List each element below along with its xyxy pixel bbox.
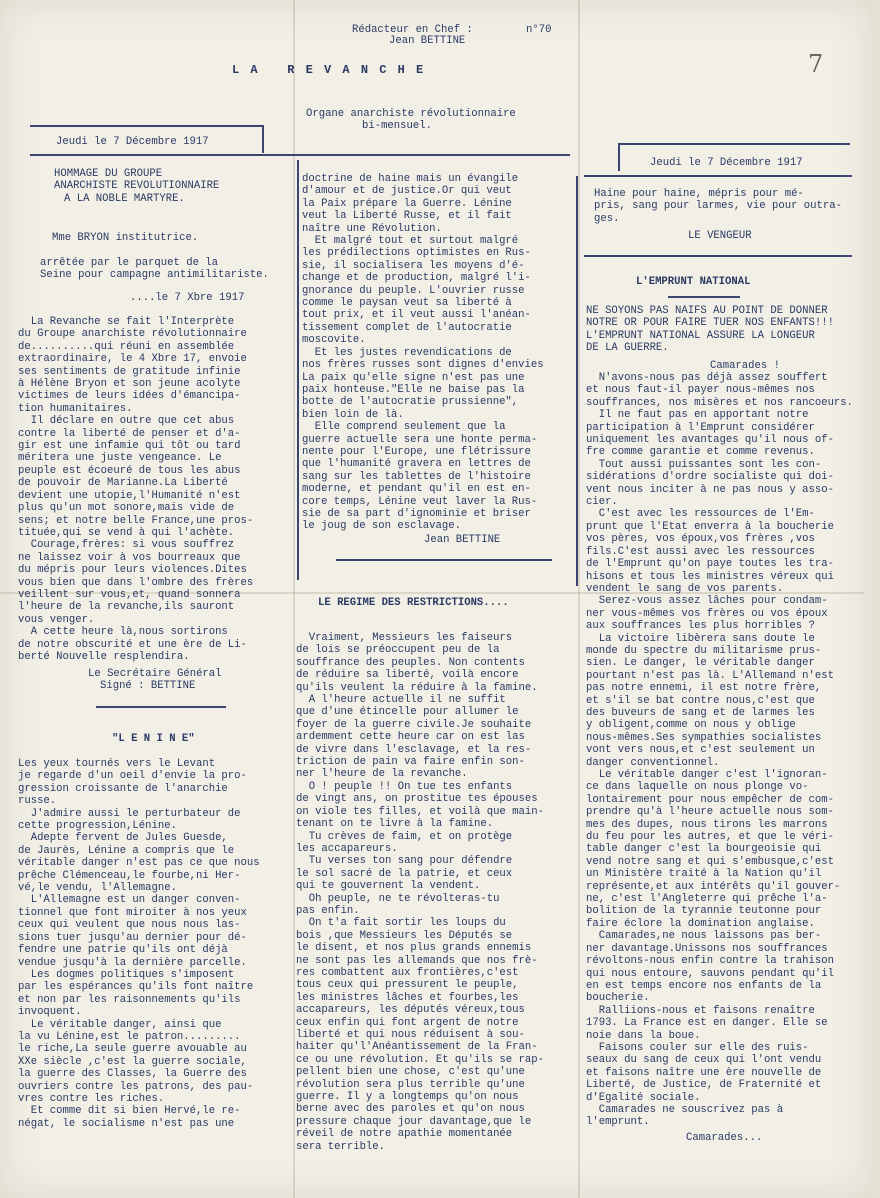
section-divider-col3 (584, 255, 852, 257)
regime-line: révolution sera plus terrible qu'une (296, 1078, 525, 1091)
regime-line: accapareurs, les députés véreux,tous (296, 1004, 525, 1017)
col2-line: tissement complet de l'autocratie (302, 321, 512, 334)
emprunt-line: ner davantage.Unissons nos souffrances (586, 942, 828, 955)
regime-title: LE REGIME DES RESTRICTIONS.... (318, 597, 509, 609)
emprunt-line: noie dans la boue. (586, 1029, 701, 1042)
body-line: l'heure de la revanche,ils sauront (18, 601, 235, 614)
lenine-line: je regarde d'un oeil d'envie la pro- (18, 770, 247, 783)
lenine-line: fendre une patrie qu'ils ont déjà (18, 944, 228, 957)
emprunt-line: vont vers nous,et c'est seulement un (586, 744, 815, 757)
hommage-heading (54, 168, 219, 205)
lenine-line: Et comme dit si bien Hervé,le re- (18, 1105, 241, 1118)
lenine-line: invoquent. (18, 1006, 82, 1019)
emprunt-line: bolition de la tyrannie teutonne pour (586, 905, 822, 918)
regime-line: ne sont pas les allemands que nos frè- (296, 954, 538, 967)
emprunt-line: Le véritable danger c'est l'ignoran- (586, 769, 828, 781)
lenine-line: ceux qui veulent que nous nous las- (18, 919, 241, 932)
body-line: sens; et notre belle France,une pros- (18, 514, 254, 527)
col2-line: nos frères russes sont dignes d'envies (302, 359, 544, 372)
col2-line: que l'humanité gravera en lettres de (302, 458, 531, 471)
emprunt-salutation: Camarades ! (710, 360, 780, 372)
header-bottom-rule-right (584, 175, 852, 177)
regime-line: le sol sacré de la patrie, et ceux (296, 867, 513, 880)
emprunt-line: ce dans laquelle on nous plonge vo- (586, 781, 809, 794)
regime-line: Tu crèves de faim, et on protège (296, 830, 513, 843)
regime-line: ner l'heure de la revanche. (296, 768, 468, 781)
date-box-left-side-rule (262, 125, 264, 153)
emprunt-closing: Camarades... (686, 1132, 763, 1144)
body-line: gir est une infamie qui tôt ou tard (18, 440, 241, 453)
emprunt-line: vos pères, vos époux,vos frères ,vos (586, 533, 815, 546)
col2-line: La paix qu'elle signe n'est pas une (302, 371, 525, 384)
body-line: ne laissez voir à vos bourreaux que (18, 551, 241, 564)
lead-line: DE LA GUERRE. (586, 342, 669, 355)
col2-line: moderne, et pendant qu'il en est en- (302, 483, 531, 496)
column-divider-2 (576, 176, 578, 586)
hommage-body (18, 316, 253, 663)
regime-line: qu'ils veulent la réduire à la famine. (296, 681, 538, 694)
body-line: La Revanche se fait l'Interprète (18, 316, 235, 328)
emprunt-line: révoltons-nous enfin contre la trahison (586, 955, 834, 968)
col3-top-line: Haine pour haine, mépris pour mé- (594, 188, 804, 200)
col2-line: naître une Révolution. (302, 222, 442, 235)
vengeur-author: LE VENGEUR (688, 230, 752, 242)
arrest-note (40, 257, 269, 282)
emprunt-line: Il ne faut pas en apportant notre (586, 409, 809, 422)
regime-line: triction de pain va faire enfin son- (296, 756, 525, 769)
lenine-line: prêche Clémenceau,le fourbe,ni Her- (18, 869, 241, 882)
col2-line: moscovite. (302, 334, 366, 347)
emprunt-lead (586, 305, 834, 355)
body-line: victimes de leurs idées d'émancipa- (18, 390, 241, 403)
section-divider-col2 (336, 559, 552, 561)
regime-line: de lois se préoccupent peu de la (296, 644, 500, 657)
body-line: de notre obscurité et une ère de Li- (18, 638, 247, 651)
lenine-line: véritable danger n'est pas ce que nous (18, 857, 260, 870)
col2-line: sang sur les tablettes de l'histoire (302, 470, 531, 483)
regime-line: ceux enfin qui font argent de notre (296, 1016, 519, 1029)
emprunt-line: 1793. La France est en danger. Elle se (586, 1017, 828, 1030)
regime-line: pellent bien une chose, c'est qu'une (296, 1066, 525, 1079)
arrest-line: arrêtée par le parquet de la (40, 257, 219, 269)
emprunt-line: mes des dupes, nous tirons les marrons (586, 818, 828, 831)
lenine-body (18, 758, 260, 1130)
emprunt-line: Liberté, de Justice, de Fraternité et (586, 1079, 822, 1092)
body-line: du mépris pour leurs violences.Dites (18, 564, 247, 577)
lead-line: NE SOYONS PAS NAIFS AU POINT DE DONNER (586, 305, 828, 317)
fold-line-vertical-right (578, 0, 580, 1198)
emprunt-line: de l'Emprunt qu'on paye toutes les tra- (586, 558, 834, 571)
lenine-line: cette progression,Lénine. (18, 820, 177, 833)
lenine-line: vres contre les riches. (18, 1092, 165, 1105)
lenine-author: Jean BETTINE (424, 534, 501, 546)
col2-line: guerre actuelle sera une honte perma- (302, 433, 538, 446)
emprunt-line: monde du spectre du militarisme prus- (586, 644, 822, 657)
emprunt-line: ner vous-mêmes vos frères ou vos époux (586, 607, 828, 620)
regime-line: A l'heure actuelle il ne suffit (296, 694, 506, 707)
lenine-line: Le véritable danger, ainsi que (18, 1018, 222, 1031)
lenine-line: XXe siècle ,c'est la guerre sociale, (18, 1055, 247, 1068)
body-line: à Hélène Bryon et son jeune acolyte (18, 378, 241, 391)
body-line: de..........qui réuni en assemblée (18, 340, 235, 353)
fold-line-vertical-left (293, 0, 295, 1198)
emprunt-line: Camarades,ne nous laissons pas ber- (586, 930, 822, 943)
body-line: extraordinaire, le 4 Xbre 17, envoie (18, 353, 247, 366)
emprunt-line: pas notre ennemi, il est notre frère, (586, 682, 822, 695)
emprunt-line: un Ministère traité à la Nation qu'il (586, 868, 822, 881)
col2-line: gnorance du peuple. L'ouvrier russe (302, 284, 525, 297)
lead-line: NOTRE OR POUR FAIRE TUER NOS ENFANTS!!! (586, 317, 834, 330)
regime-line: les accapareurs. (296, 842, 398, 855)
regime-line: que d'une étincelle pour allumer le (296, 706, 519, 719)
regime-line: sera terrible. (296, 1140, 386, 1153)
emprunt-line: prendre qu'à l'heure actuelle nous som- (586, 806, 834, 819)
emprunt-line: pourtant n'est pas là. L'Allemand n'est (586, 669, 834, 682)
regime-line: Tu verses ton sang pour défendre (296, 855, 513, 868)
hommage-signature (88, 668, 222, 693)
lenine-line: la vu Lénine,est le patron......... (18, 1030, 241, 1043)
emprunt-line: table danger c'est la bourgeoisie qui (586, 843, 822, 856)
regime-line: res combattent aux frontières,c'est (296, 966, 519, 979)
emprunt-line: vend notre sang et qui s'embusque,c'est (586, 855, 834, 868)
emprunt-line: en est temps encore nos enfants de la (586, 979, 822, 992)
col2-line: core temps, Lénine veut laver la Rus- (302, 495, 538, 508)
emprunt-line: sidérations d'ordre socialiste qui doi- (586, 471, 834, 484)
col2-line: d'amour et de justice.Or qui veut (302, 185, 512, 198)
body-line: A cette heure là,nous sortirons (18, 626, 228, 639)
body-line: ses sentiments de gratitude infinie (18, 365, 241, 378)
regime-line: On t'a fait sortir les loups du (296, 917, 506, 930)
arrest-line: Seine pour campagne antimilitariste. (40, 269, 269, 282)
body-line: peuple est écoeuré de tous les abus (18, 464, 241, 477)
emprunt-line: vendent le sang de vos parents. (586, 582, 784, 595)
regime-line: bois ,que Messieurs les Députés se (296, 929, 513, 942)
date-box-left-top-rule (30, 125, 264, 127)
lenine-line: tionnel que font miroiter à nos yeux (18, 906, 247, 919)
editor-name: Jean BETTINE (389, 35, 466, 47)
emprunt-line: d'Egalité sociale. (586, 1091, 701, 1104)
col2-line: le joug de son esclavage. (302, 520, 461, 533)
emprunt-line: sien. Le danger, le véritable danger (586, 657, 815, 670)
lenine-continued (302, 173, 544, 533)
regime-line: foyer de la guerre civile.Je souhaite (296, 718, 532, 731)
emprunt-line: l'emprunt. (586, 1116, 650, 1129)
col2-line: veut la Liberté Russe, et il fait (302, 210, 512, 223)
emprunt-line: Ralliions-nous et faisons renaître (586, 1004, 815, 1017)
col2-line: Et malgré tout et surtout malgré (302, 235, 519, 248)
lenine-line: de Jaurès, Lénine a compris que le (18, 844, 235, 857)
regime-line: Oh peuple, ne te révolteras-tu (296, 892, 500, 905)
regime-line: les ministres lâches et fourbes,les (296, 991, 519, 1004)
body-line: Il déclare en outre que cet abus (18, 415, 235, 428)
emprunt-line: aux souffrances les plus horribles ? (586, 620, 815, 633)
body-line: contre la liberté de penser et d'a- (18, 427, 241, 440)
lenine-line: gression croissante de l'anarchie (18, 782, 228, 795)
emprunt-line: fre comme garantie et comme revenus. (586, 446, 815, 459)
emprunt-line: uniquement les avantages qu'il nous of- (586, 434, 834, 447)
col2-line: Et les justes revendications de (302, 346, 512, 359)
body-line: tituée,qui se vend à qui l'achète. (18, 526, 235, 539)
lenine-line: la guerre des Classes, la Guerre des (18, 1068, 247, 1081)
lenine-line: vé,le vendu, l'Allemagne. (18, 882, 177, 895)
col2-line: la Paix prépare la Guerre. Lénine (302, 197, 512, 210)
emprunt-line: vent nous inciter à ne pas nous y asso- (586, 483, 834, 496)
regime-line: tous ceux qui pressurent le peuple, (296, 979, 519, 992)
emprunt-line: boucherie. (586, 992, 650, 1005)
emprunt-body (586, 372, 853, 1129)
body-line: vous bien que dans l'ombre des frères (18, 576, 254, 589)
emprunt-line: du feu pour les autres, et que le véri- (586, 831, 834, 844)
body-line: veillent sur vous,et, quand sonnera (18, 588, 241, 601)
emprunt-line: Serez-vous assez lâches pour condam- (586, 595, 828, 608)
regime-line: de réduire sa liberté, voilà encore (296, 669, 519, 682)
emprunt-title-underline (668, 296, 740, 298)
emprunt-line: cier. (586, 496, 618, 509)
vengeur-closing (594, 188, 842, 225)
regime-line: pas enfin. (296, 904, 360, 917)
emprunt-line: Camarades ne souscrivez pas à (586, 1103, 784, 1116)
dedicatee-line: Mme BRYON institutrice. (52, 232, 199, 244)
regime-line: qui te gouvernent la vendent. (296, 880, 481, 893)
emprunt-line: lontairement pour nous empêcher de com- (586, 793, 834, 806)
regime-line: guerre. Il y a longtemps qu'on nous (296, 1091, 519, 1104)
section-divider-col1 (96, 706, 226, 708)
col2-line: paix honteuse."Elle ne baise pas la (302, 383, 525, 396)
hommage-line: ANARCHISTE REVOLUTIONNAIRE (54, 180, 220, 193)
regime-line: de vivre dans l'esclavage, et la res- (296, 743, 532, 756)
signature-line: Le Secrétaire Général (88, 668, 222, 680)
emprunt-title: L'EMPRUNT NATIONAL (636, 276, 751, 288)
body-line: Courage,frères: si vous souffrez (18, 539, 235, 552)
col2-line: doctrine de haine mais un évangile (302, 173, 519, 185)
emprunt-line: N'avons-nous pas déjà assez souffert (586, 372, 828, 384)
lead-line: L'EMPRUNT NATIONAL ASSURE LA LONGEUR (586, 329, 815, 342)
masthead-subtitle-1: Organe anarchiste révolutionnaire (306, 108, 516, 120)
emprunt-line: y obligent,comme on nous y oblige (586, 719, 796, 732)
emprunt-line: prunt que l'Etat enverra à la boucherie (586, 520, 834, 533)
regime-line: de vingt ans, on prostitue tes épouses (296, 793, 538, 806)
body-line: tion humanitaires. (18, 402, 133, 415)
lenine-title: "L E N I N E" (112, 733, 195, 745)
emprunt-line: La victoire libèrera sans doute le (586, 632, 815, 645)
col2-line: comme le paysan veut sa liberté à (302, 297, 512, 310)
regime-line: le disent, et nos plus grands ennemis (296, 942, 532, 955)
emprunt-line: Tout aussi puissantes sont les con- (586, 458, 822, 471)
col2-line: sie de sa part d'ignominie et briser (302, 507, 531, 520)
body-line: vous venger. (18, 613, 95, 626)
column-divider-1 (297, 160, 299, 580)
emprunt-line: participation à l'Emprunt considérer (586, 421, 815, 434)
emprunt-line: C'est avec les ressources de l'Em- (586, 508, 815, 521)
col3-top-line: pris, sang pour larmes, vie pour outra- (594, 200, 842, 213)
emprunt-line: hisons et tous les ministres véreux qui (586, 570, 834, 583)
col2-line: change et de production, malgré l'i- (302, 272, 531, 285)
masthead-subtitle-2: bi-mensuel. (362, 120, 432, 132)
lenine-line: russe. (18, 795, 57, 808)
regime-line: réveil de notre apathie momentanée (296, 1128, 513, 1141)
lenine-line: vendue jusqu'à la dernière parcelle. (18, 956, 247, 969)
lenine-line: par les espérances qu'ils font naître (18, 981, 254, 994)
hommage-line: HOMMAGE DU GROUPE (54, 168, 163, 180)
emprunt-line: fils.C'est aussi avec les ressources (586, 545, 815, 558)
col2-line: nente pour l'Europe, une flétrissure (302, 445, 531, 458)
regime-line: O ! peuple !! On tue tes enfants (296, 780, 513, 793)
body-line: plus qu'un mot sonore,mais vide de (18, 502, 235, 515)
regime-line: on viole tes filles, et voilà que main- (296, 805, 544, 818)
col2-line: Elle comprend seulement que la (302, 421, 506, 434)
regime-line: pressure chaque jour davantage,que le (296, 1115, 532, 1128)
emprunt-line: qui nous entoure, sauvons pendant qu'il (586, 967, 834, 980)
body-line: méritera une juste vengeance. Le (18, 452, 222, 465)
col2-line: les prédilections optimistes en Rus- (302, 247, 531, 260)
col2-line: bien loin de là. (302, 408, 404, 421)
col2-line: botte de l'autocratie prussienne", (302, 396, 519, 409)
hommage-line: A LA NOBLE MARTYRE. (64, 192, 185, 205)
masthead-title: L A R E V A N C H E (232, 63, 426, 77)
emprunt-line: seaux du sang de ceux qui l'ont vendu (586, 1054, 822, 1067)
emprunt-line: et s'il se bat contre nous,c'est que (586, 694, 815, 707)
col3-top-line: ges. (594, 212, 620, 225)
regime-line: berne avec des paroles et qu'on nous (296, 1103, 525, 1116)
emprunt-line: nous-mêmes.Ses sympathies socialistes (586, 731, 822, 744)
emprunt-line: faire éclore la domination anglaise. (586, 917, 815, 930)
emprunt-line: représente,et aux intérêts qu'il gouver- (586, 880, 841, 893)
body-line: de pouvoir de Marianne.La Liberté (18, 477, 228, 490)
date-box-right-side-rule (618, 143, 620, 171)
signature-line: Signé : BETTINE (100, 680, 196, 693)
lenine-line: Adepte fervent de Jules Guesde, (18, 832, 228, 845)
emprunt-line: et faisons naître une ère nouvelle de (586, 1066, 822, 1079)
lenine-line: L'Allemagne est un danger conven- (18, 894, 241, 907)
emprunt-line: danger conventionnel. (586, 756, 720, 769)
body-line: devient une utopie,l'Humanité n'est (18, 489, 241, 502)
lenine-line: et non par les raisonnements qu'ils (18, 993, 241, 1006)
issue-number: n°70 (526, 24, 552, 36)
date-box-right-top-rule (618, 143, 850, 145)
regime-line: souffrance des peuples. Non contents (296, 656, 525, 669)
col2-line: tout prix, et il veut aussi l'anéan- (302, 309, 531, 322)
lenine-line: Les yeux tournés vers le Levant (18, 758, 216, 770)
emprunt-line: des buveurs de sang et de larmes les (586, 706, 815, 719)
regime-line: liberté et qui nous réduisent à sou- (296, 1029, 525, 1041)
regime-line: tenant on te livre à la famine. (296, 818, 494, 831)
lenine-line: le riche,La seule guerre avouable au (18, 1043, 247, 1056)
regime-line: ce ou une révolution. Et qu'ils se rap- (296, 1053, 544, 1066)
body-line: berté Nouvelle resplendira. (18, 650, 190, 663)
col2-line: sie, il socialisera les moyens d'é- (302, 259, 525, 272)
lenine-line: J'admire aussi le perturbateur de (18, 807, 241, 820)
regime-body (296, 632, 544, 1153)
lenine-line: sions tuer jusqu'au dernier pour dé- (18, 931, 247, 944)
regime-line: Vraiment, Messieurs les faiseurs (296, 632, 513, 644)
emprunt-line: ne, c'est l'Angleterre qui prêche l'a- (586, 893, 828, 906)
lenine-line: ouvriers contre les patrons, des pau- (18, 1080, 254, 1093)
date-right: Jeudi le 7 Décembre 1917 (650, 157, 803, 169)
body-line: du Groupe anarchiste révolutionnaire (18, 328, 247, 341)
regime-line: ardemment cette heure car on est las (296, 731, 525, 744)
date-left: Jeudi le 7 Décembre 1917 (56, 136, 209, 148)
emprunt-line: souffrances, nos misères et nos rancoeurs. (586, 396, 854, 409)
regime-line: haiter qu'l'Anéantissement de la Fran- (296, 1041, 538, 1054)
handwritten-page-mark: 7 (808, 50, 824, 78)
lenine-line: négat, le socialisme n'est pas une (18, 1117, 235, 1130)
editor-label: Rédacteur en Chef : (352, 24, 473, 36)
emprunt-line: Faisons couler sur elle des ruis- (586, 1041, 809, 1054)
header-bottom-rule-left (30, 154, 570, 156)
lenine-line: Les dogmes politiques s'imposent (18, 968, 235, 981)
hommage-dateline: ....le 7 Xbre 1917 (130, 292, 245, 304)
emprunt-line: et nous faut-il payer nous-mêmes nos (586, 384, 815, 397)
